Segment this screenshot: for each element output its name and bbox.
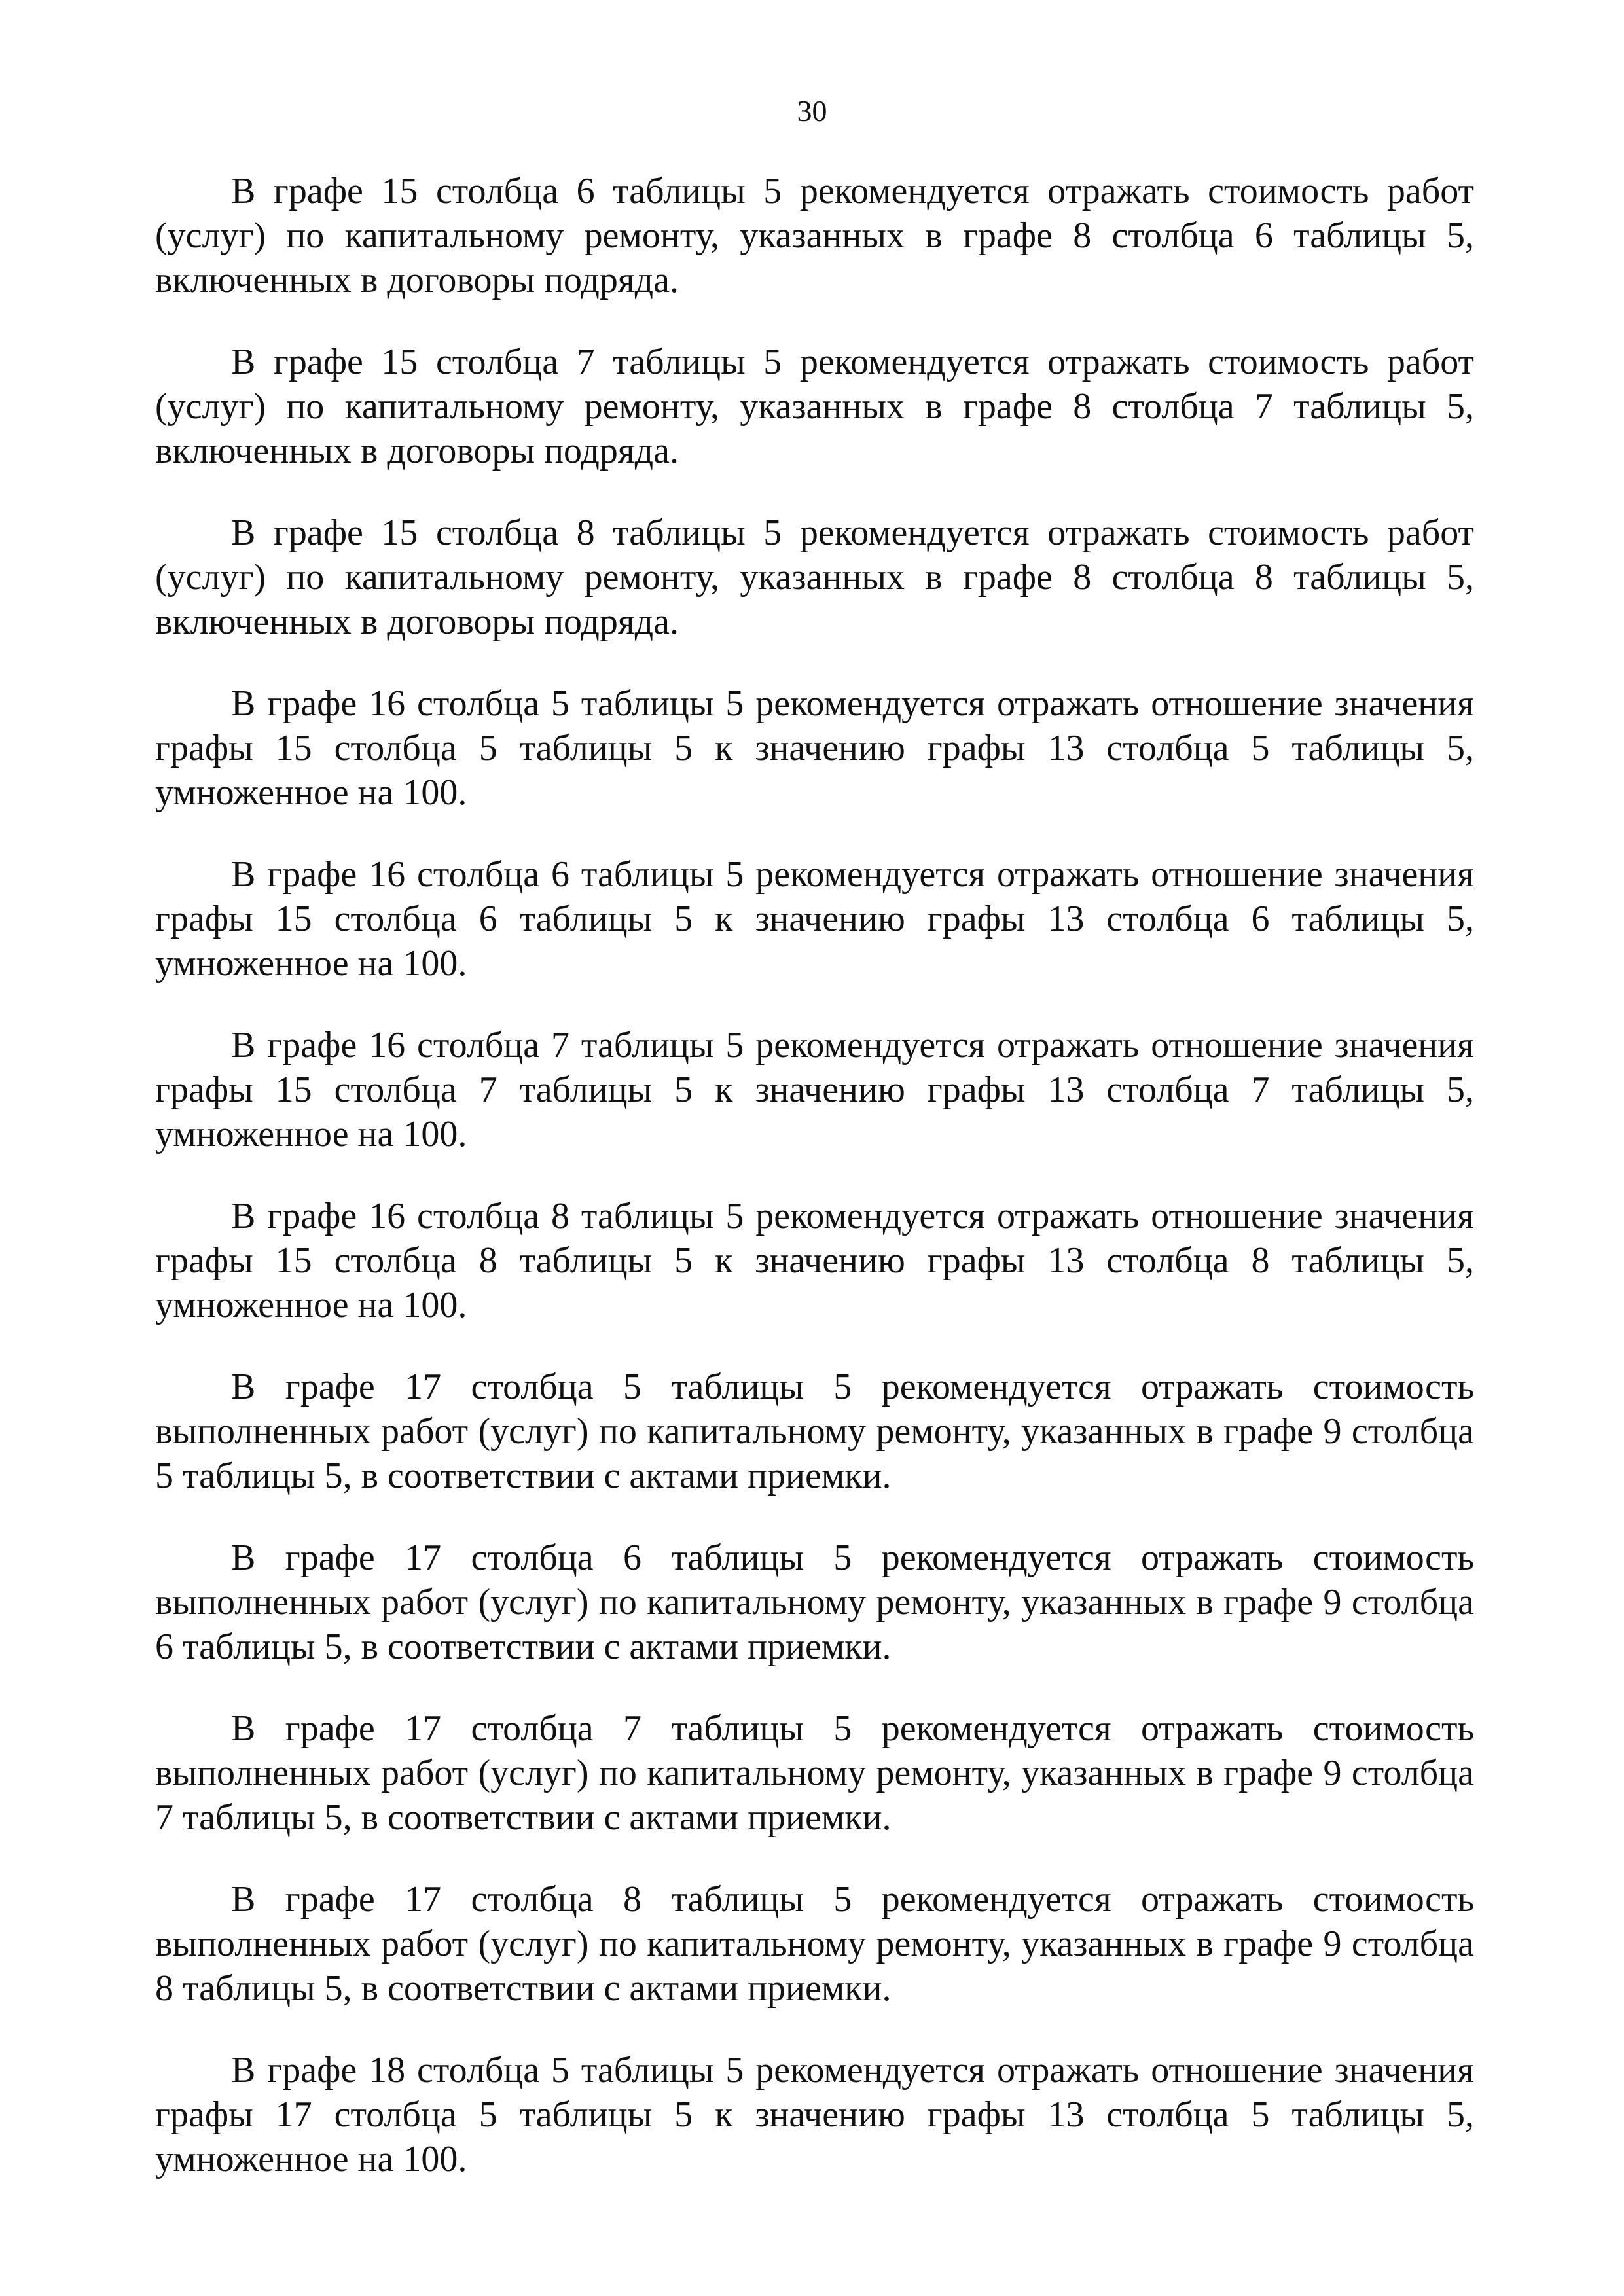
paragraph: В графе 15 столбца 8 таблицы 5 рекомендуется отражать стоимость работ (услуг) по капитальному ремонту, указанных в графе 8 столбца 8 таблицы 5, включенных в договоры подряда. [155,512,1474,642]
paragraph: В графе 17 столбца 8 таблицы 5 рекомендуется отражать стоимость выполненных работ (услуг) по капитальному ремонту, указанных в графе 9 столбца 8 таблицы 5, в соответствии с актами приемки. [155,1879,1474,2009]
document-body [155,169,1474,2219]
paragraph: В графе 16 столбца 7 таблицы 5 рекомендуется отражать отношение значения графы 15 столбца 7 таблицы 5 к значению графы 13 столбца 7 таблицы 5, умноженное на 100. [155,1025,1474,1155]
paragraph: В графе 15 столбца 6 таблицы 5 рекомендуется отражать стоимость работ (услуг) по капитальному ремонту, указанных в графе 8 столбца 6 таблицы 5, включенных в договоры подряда. [155,171,1474,300]
paragraph: В графе 16 столбца 6 таблицы 5 рекомендуется отражать отношение значения графы 15 столбца 6 таблицы 5 к значению графы 13 столбца 6 таблицы 5, умноженное на 100. [155,854,1474,984]
paragraph: В графе 17 столбца 6 таблицы 5 рекомендуется отражать стоимость выполненных работ (услуг) по капитальному ремонту, указанных в графе 9 столбца 6 таблицы 5, в соответствии с актами приемки. [155,1537,1474,1667]
paragraph: В графе 18 столбца 5 таблицы 5 рекомендуется отражать отношение значения графы 17 столбца 5 таблицы 5 к значению графы 13 столбца 5 таблицы 5, умноженное на 100. [155,2050,1474,2179]
paragraph: В графе 17 столбца 5 таблицы 5 рекомендуется отражать стоимость выполненных работ (услуг) по капитальному ремонту, указанных в графе 9 столбца 5 таблицы 5, в соответствии с актами приемки. [155,1367,1474,1496]
page-number: 30 [797,94,827,128]
paragraph: В графе 16 столбца 8 таблицы 5 рекомендуется отражать отношение значения графы 15 столбца 8 таблицы 5 к значению графы 13 столбца 8 таблицы 5, умноженное на 100. [155,1196,1474,1325]
paragraph: В графе 15 столбца 7 таблицы 5 рекомендуется отражать стоимость работ (услуг) по капитальному ремонту, указанных в графе 8 столбца 7 таблицы 5, включенных в договоры подряда. [155,342,1474,471]
paragraph: В графе 17 столбца 7 таблицы 5 рекомендуется отражать стоимость выполненных работ (услуг) по капитальному ремонту, указанных в графе 9 столбца 7 таблицы 5, в соответствии с актами приемки. [155,1708,1474,1838]
paragraph: В графе 16 столбца 5 таблицы 5 рекомендуется отражать отношение значения графы 15 столбца 5 таблицы 5 к значению графы 13 столбца 5 таблицы 5, умноженное на 100. [155,683,1474,813]
